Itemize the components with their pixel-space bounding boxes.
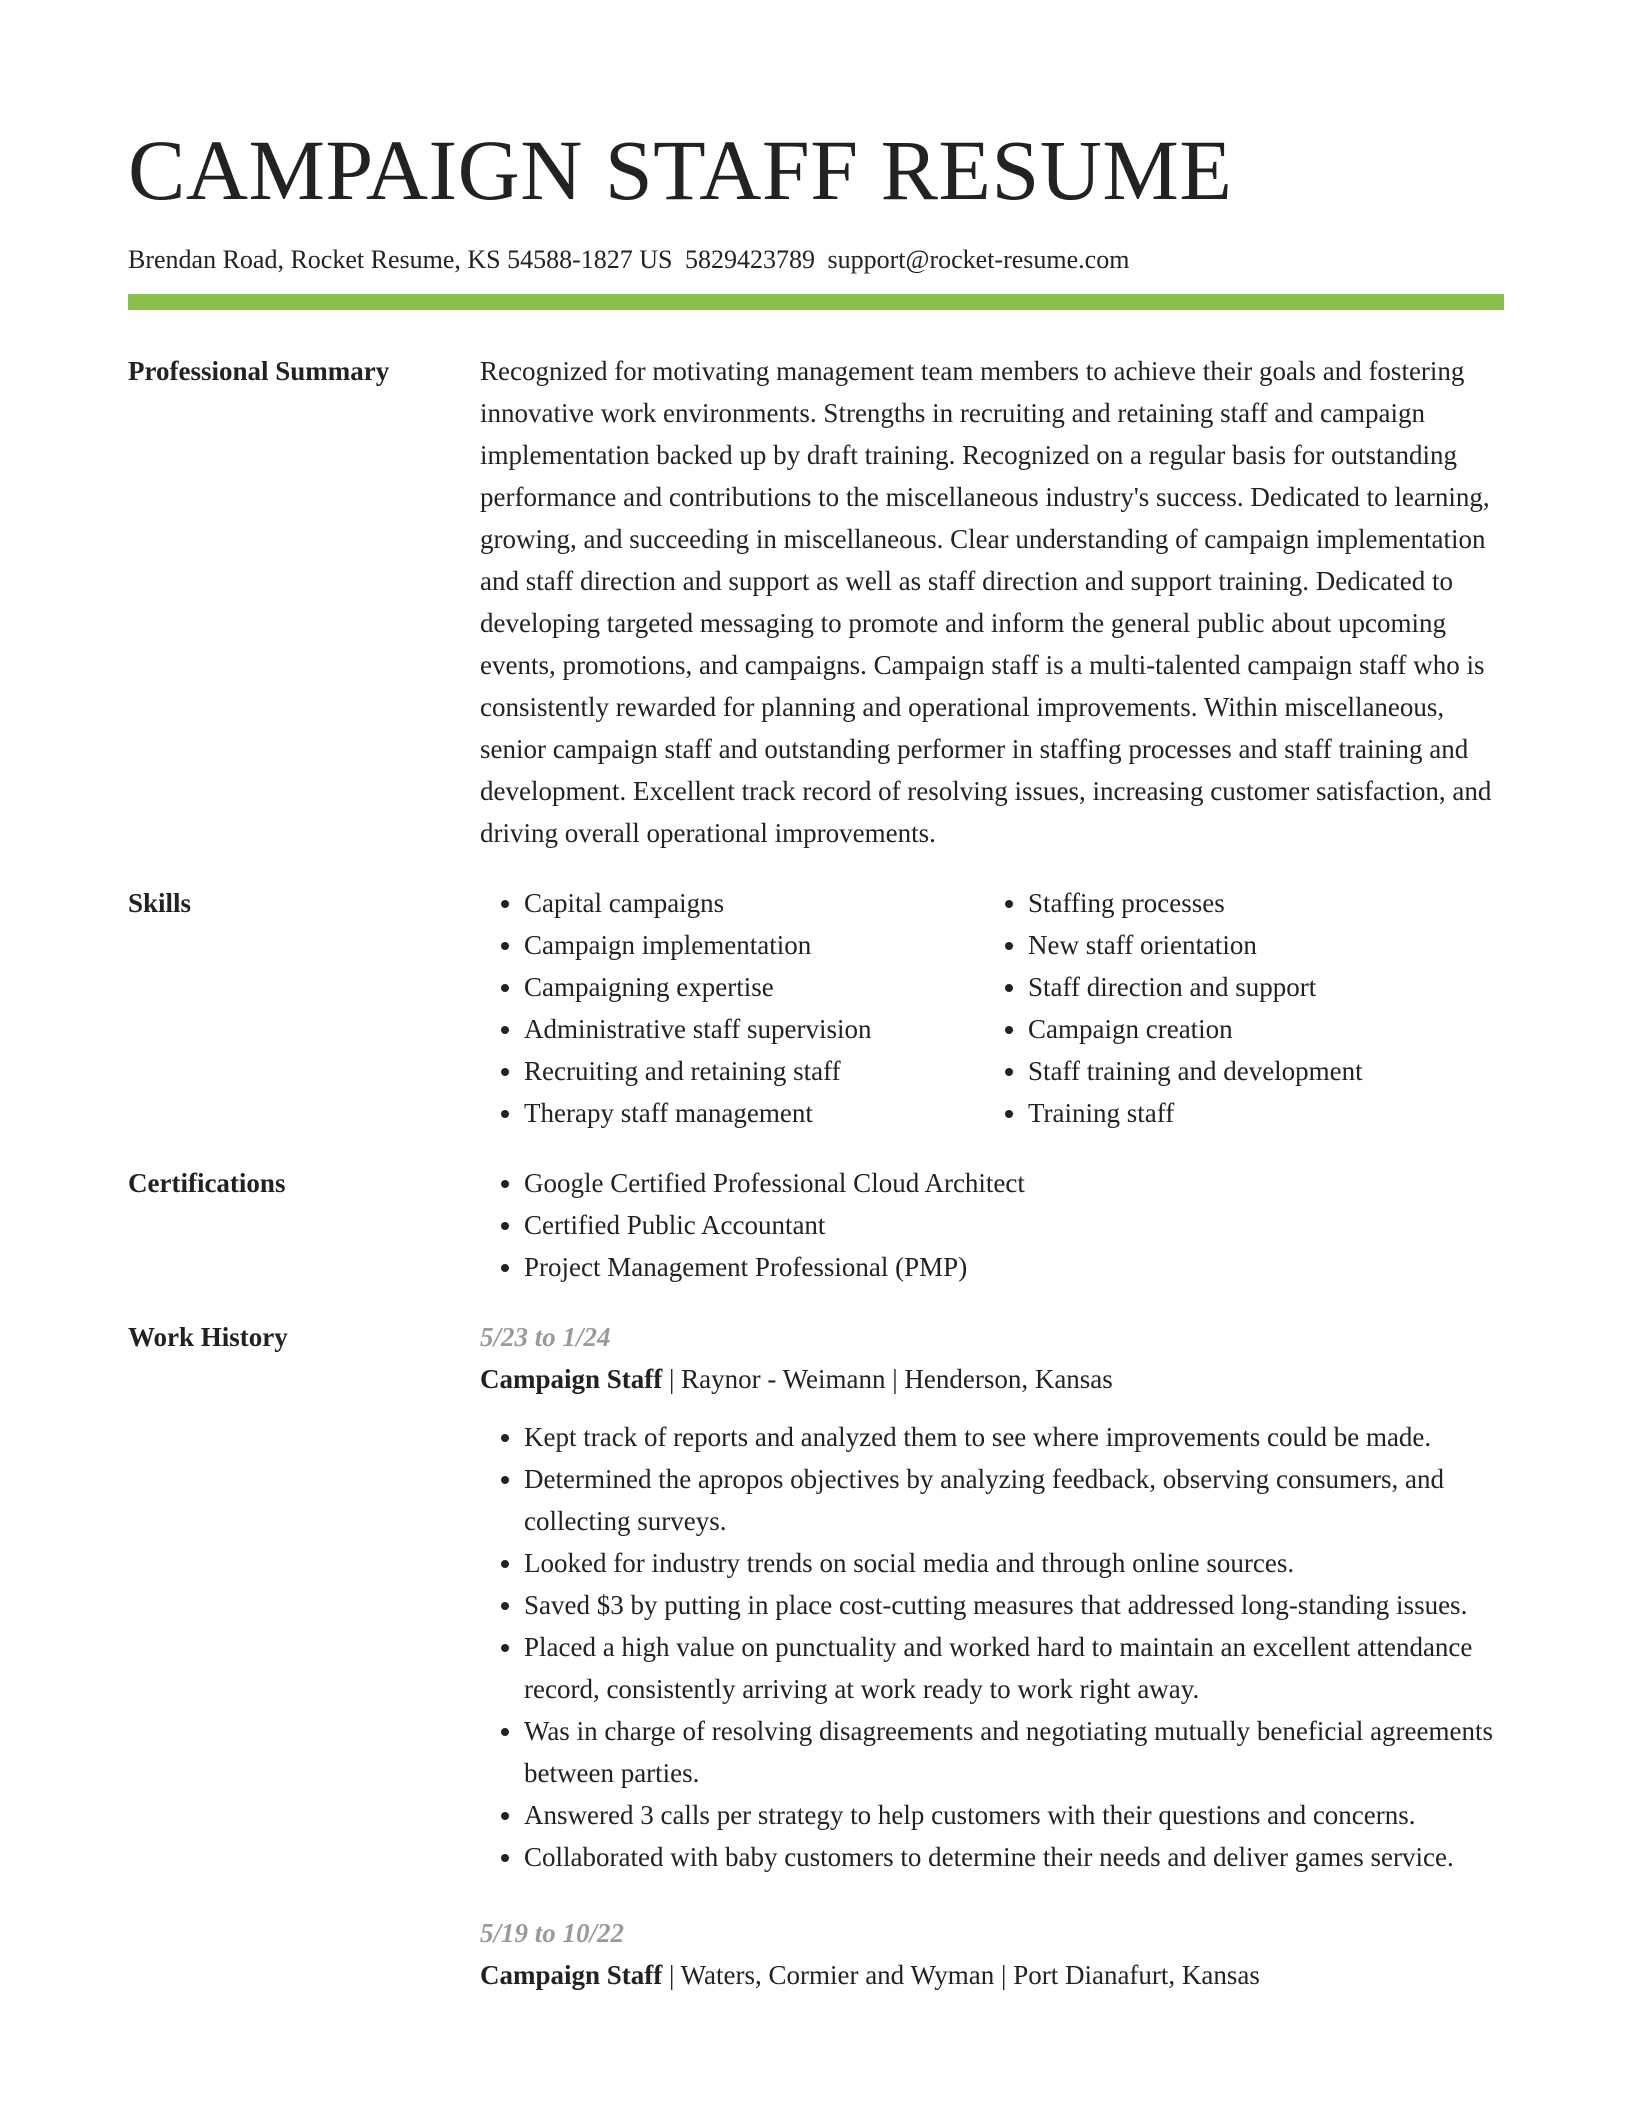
skill-item: • Staffing processes — [1028, 882, 1488, 924]
job-duty-item: • Kept track of reports and analyzed them to see where improvements could be made. — [524, 1416, 1504, 1458]
resume-sections — [128, 350, 1504, 2058]
skill-item: • Administrative staff supervision — [524, 1008, 984, 1050]
job-title: Campaign Staff — [480, 1364, 663, 1394]
skills-list-right — [984, 882, 1488, 1134]
job-title: Campaign Staff — [480, 1960, 663, 1990]
certification-item: • Google Certified Professional Cloud Architect — [524, 1162, 1504, 1204]
skills-column-right — [984, 882, 1488, 1134]
skills-list-left — [480, 882, 984, 1134]
skill-item: • Therapy staff management — [524, 1092, 984, 1134]
job-employer-location: | Waters, Cormier and Wyman | Port Dianafurt, Kansas — [662, 1960, 1260, 1990]
resume-title: CAMPAIGN STAFF RESUME — [128, 122, 1233, 218]
job-heading — [480, 1954, 1504, 1996]
certifications-body — [480, 1162, 1504, 1288]
job-duty-item: • Looked for industry trends on social media and through online sources. — [524, 1542, 1504, 1584]
contact-line — [128, 242, 1504, 278]
skills-body — [480, 882, 1504, 1134]
skill-item: • Campaign implementation — [524, 924, 984, 966]
job-duties-list — [480, 1416, 1504, 1878]
contact-email: support@rocket-resume.com — [827, 245, 1130, 274]
job-dates: 5/19 to 10/22 — [480, 1918, 625, 1948]
skill-item: • Staff training and development — [1028, 1050, 1488, 1092]
section-label-summary: Professional Summary — [128, 356, 390, 386]
section-label-skills: Skills — [128, 888, 192, 918]
section-label-certifications: Certifications — [128, 1168, 286, 1198]
resume-header — [128, 118, 1504, 310]
job-heading — [480, 1358, 1504, 1400]
contact-phone: 5829423789 — [685, 245, 816, 274]
section-work-history — [128, 1316, 1504, 2030]
skill-item: • Training staff — [1028, 1092, 1488, 1134]
section-professional-summary — [128, 350, 1504, 854]
skill-item: • Capital campaigns — [524, 882, 984, 924]
skill-item: • New staff orientation — [1028, 924, 1488, 966]
section-skills — [128, 882, 1504, 1134]
accent-divider — [128, 294, 1504, 310]
job-duty-item: • Determined the apropos objectives by analyzing feedback, observing consumers, and collecting surveys. — [524, 1458, 1504, 1542]
skill-item: • Recruiting and retaining staff — [524, 1050, 984, 1092]
certifications-list — [480, 1162, 1504, 1288]
contact-address: Brendan Road, Rocket Resume, KS 54588-1827 US — [128, 245, 673, 274]
summary-text: Recognized for motivating management team members to achieve their goals and fostering innovative work environments. Strengths in recruiting and retaining staff and campaign implementation backed up by draft training. Recognized on a regular basis for outstanding performance and contributions to the miscellaneous industry's success. Dedicated to learning, growing, and succeeding in miscellaneous. Clear understanding of campaign implementation and staff direction and support as well as staff direction and support training. Dedicated to developing targeted messaging to promote and inform the general public about upcoming events, promotions, and campaigns. Campaign staff is a multi-talented campaign staff who is consistently rewarded for planning and operational improvements. Within miscellaneous, senior campaign staff and outstanding performer in staffing processes and staff training and development. Excellent track record of resolving issues, increasing customer satisfaction, and driving overall operational improvements. — [480, 356, 1492, 848]
job-duty-item: • Answered 3 calls per strategy to help customers with their questions and concerns. — [524, 1794, 1504, 1836]
section-label-work-history: Work History — [128, 1322, 288, 1352]
job-duty-item: • Placed a high value on punctuality and worked hard to maintain an excellent attendance record, consistently arriving at work ready to work right away. — [524, 1626, 1504, 1710]
skill-item: • Campaigning expertise — [524, 966, 984, 1008]
skill-item: • Campaign creation — [1028, 1008, 1488, 1050]
certification-item: • Certified Public Accountant — [524, 1204, 1504, 1246]
job-entry — [480, 1912, 1504, 1996]
work-history-body — [480, 1316, 1504, 2030]
job-duty-item: • Collaborated with baby customers to determine their needs and deliver games service. — [524, 1836, 1504, 1878]
job-dates: 5/23 to 1/24 — [480, 1322, 611, 1352]
job-duty-item: • Was in charge of resolving disagreements and negotiating mutually beneficial agreements between parties. — [524, 1710, 1504, 1794]
job-employer-location: | Raynor - Weimann | Henderson, Kansas — [662, 1364, 1113, 1394]
certification-item: • Project Management Professional (PMP) — [524, 1246, 1504, 1288]
summary-body — [480, 350, 1504, 854]
job-entry — [480, 1316, 1504, 1878]
section-certifications — [128, 1162, 1504, 1288]
job-duty-item: • Saved $3 by putting in place cost-cutting measures that addressed long-standing issues. — [524, 1584, 1504, 1626]
skill-item: • Staff direction and support — [1028, 966, 1488, 1008]
skills-column-left — [480, 882, 984, 1134]
